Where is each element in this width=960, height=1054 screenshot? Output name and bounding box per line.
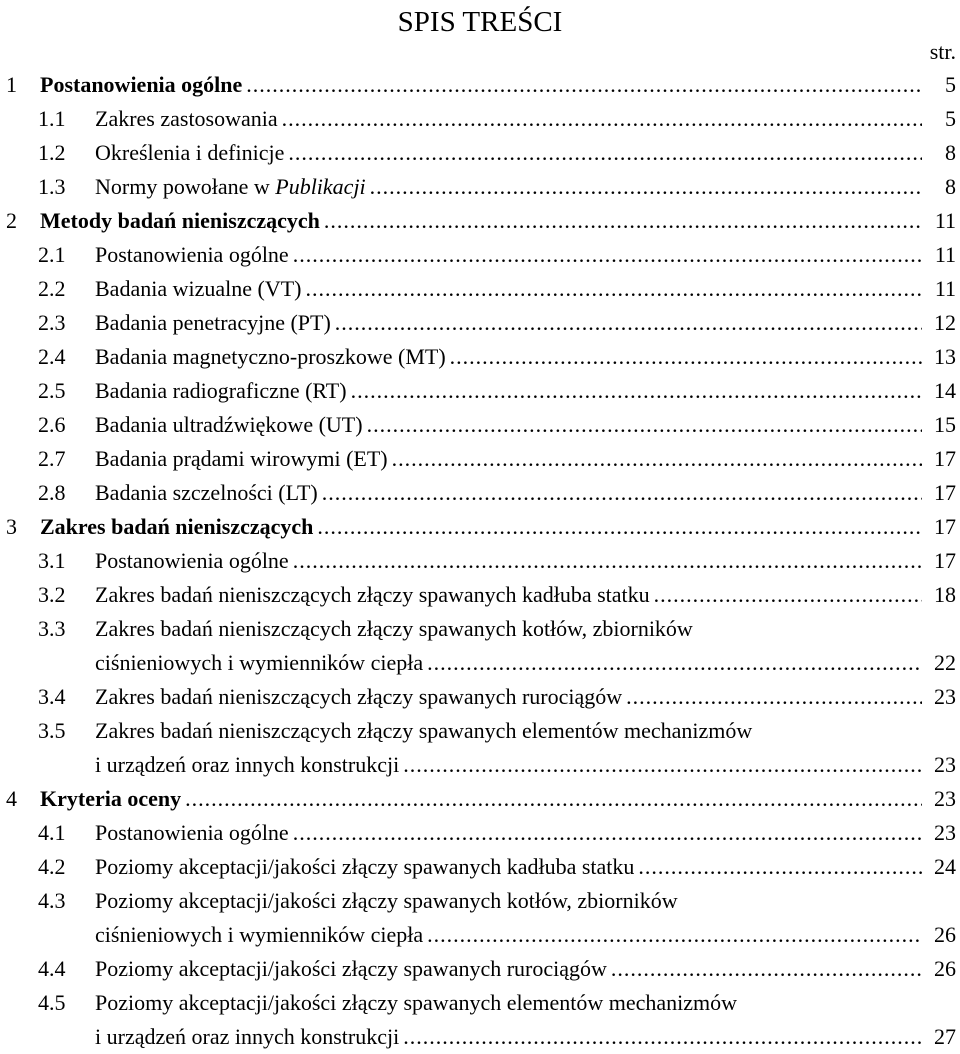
dot-leader bbox=[370, 170, 922, 204]
toc-entry-4-1[interactable] bbox=[0, 816, 960, 850]
toc-entry-number: 2.1 bbox=[38, 242, 66, 267]
toc-entry-2-1[interactable] bbox=[0, 238, 960, 272]
toc-entry-number: 1 bbox=[6, 72, 17, 97]
toc-entry-title-line1: Poziomy akceptacji/jakości złączy spawanych kotłów, zbiorników bbox=[95, 888, 678, 913]
toc-entry-title: Badania szczelności (LT) bbox=[95, 480, 318, 505]
toc-entry-number: 3.2 bbox=[38, 582, 66, 607]
toc-entry-page: 8 bbox=[945, 140, 956, 165]
dot-leader bbox=[427, 918, 922, 952]
toc-entry-title: Normy powołane w Publikacji bbox=[95, 174, 366, 199]
toc-entry-number: 2.2 bbox=[38, 276, 66, 301]
toc-entry-title: Postanowienia ogólne bbox=[95, 820, 289, 845]
toc-entry-2-3[interactable] bbox=[0, 306, 960, 340]
toc-entry-number: 4.3 bbox=[38, 888, 66, 913]
toc-entry-page: 11 bbox=[934, 242, 956, 267]
toc-entry-number: 2 bbox=[6, 208, 17, 233]
dot-leader bbox=[282, 102, 922, 136]
toc-entry-number: 3 bbox=[6, 514, 17, 539]
toc-entry-page: 23 bbox=[934, 820, 956, 845]
toc-entry-title: Badania penetracyjne (PT) bbox=[95, 310, 331, 335]
toc-entry-1[interactable] bbox=[0, 68, 960, 102]
toc-entry-page: 11 bbox=[934, 276, 956, 301]
page-column-label: str. bbox=[929, 39, 956, 64]
toc-entry-4[interactable] bbox=[0, 782, 960, 816]
toc-entry-page: 18 bbox=[934, 582, 956, 607]
toc-entry-title: i urządzeń oraz innych konstrukcji bbox=[95, 1024, 400, 1049]
toc-entry-page: 12 bbox=[934, 310, 956, 335]
toc-entry-title: Badania magnetyczno-proszkowe (MT) bbox=[95, 344, 446, 369]
toc-entry-title: Postanowienia ogólne bbox=[95, 242, 289, 267]
toc-entry-1-1[interactable] bbox=[0, 102, 960, 136]
toc-entry-title: Badania ultradźwiękowe (UT) bbox=[95, 412, 363, 437]
dot-leader bbox=[654, 578, 922, 612]
toc-entry-number: 3.3 bbox=[38, 616, 66, 641]
toc-entry-2-7[interactable] bbox=[0, 442, 960, 476]
toc-entry-2[interactable] bbox=[0, 204, 960, 238]
toc-entry-page: 22 bbox=[934, 650, 956, 675]
toc-entry-number: 4.4 bbox=[38, 956, 66, 981]
toc-entry-page: 15 bbox=[934, 412, 956, 437]
toc-entry-number: 3.4 bbox=[38, 684, 66, 709]
toc-entry-page: 23 bbox=[934, 752, 956, 777]
toc-entry-number: 4.2 bbox=[38, 854, 66, 879]
toc-entry-number: 2.4 bbox=[38, 344, 66, 369]
dot-leader bbox=[293, 816, 922, 850]
dot-leader bbox=[322, 476, 922, 510]
italic-word: Publikacji bbox=[275, 174, 366, 199]
toc-entry-title: i urządzeń oraz innych konstrukcji bbox=[95, 752, 400, 777]
toc-entry-title: Zakres zastosowania bbox=[95, 106, 278, 131]
toc-entry-page: 23 bbox=[934, 786, 956, 811]
toc-entry-number: 2.7 bbox=[38, 446, 66, 471]
toc-entry-2-4[interactable] bbox=[0, 340, 960, 374]
dot-leader bbox=[403, 748, 922, 782]
toc-entry-title: Postanowienia ogólne bbox=[40, 72, 243, 97]
toc-entry-title: Poziomy akceptacji/jakości złączy spawanych kadłuba statku bbox=[95, 854, 635, 879]
dot-leader bbox=[324, 204, 922, 238]
toc-entry-4-5[interactable] bbox=[0, 986, 960, 1054]
toc-entry-2-5[interactable] bbox=[0, 374, 960, 408]
toc-entry-title: Metody badań nieniszczących bbox=[40, 208, 320, 233]
toc-entry-number: 1.2 bbox=[38, 140, 66, 165]
toc-entry-title: ciśnieniowych i wymienników ciepła bbox=[95, 650, 424, 675]
toc-entry-4-2[interactable] bbox=[0, 850, 960, 884]
dot-leader bbox=[246, 68, 922, 102]
toc-entry-page: 26 bbox=[934, 922, 956, 947]
toc-entry-page: 27 bbox=[934, 1024, 956, 1049]
toc-entry-title: Kryteria oceny bbox=[40, 786, 182, 811]
toc-entry-2-6[interactable] bbox=[0, 408, 960, 442]
toc-entry-4-4[interactable] bbox=[0, 952, 960, 986]
dot-leader bbox=[638, 850, 922, 884]
toc-entry-page: 17 bbox=[934, 480, 956, 505]
dot-leader bbox=[367, 408, 922, 442]
toc-entry-number: 2.5 bbox=[38, 378, 66, 403]
toc-entry-page: 8 bbox=[945, 174, 956, 199]
toc-entry-page: 13 bbox=[934, 344, 956, 369]
toc-entry-page: 26 bbox=[934, 956, 956, 981]
toc-entry-3-1[interactable] bbox=[0, 544, 960, 578]
dot-leader bbox=[335, 306, 922, 340]
toc-entry-title-line1: Zakres badań nieniszczących złączy spawanych elementów mechanizmów bbox=[95, 718, 753, 743]
toc-entry-page: 17 bbox=[934, 514, 956, 539]
toc-entry-page: 5 bbox=[945, 106, 956, 131]
toc-entry-3[interactable] bbox=[0, 510, 960, 544]
toc-entry-page: 17 bbox=[934, 446, 956, 471]
page-title: SPIS TREŚCI bbox=[397, 6, 563, 38]
toc-entry-page: 17 bbox=[934, 548, 956, 573]
toc-entry-2-2[interactable] bbox=[0, 272, 960, 306]
toc-entry-3-2[interactable] bbox=[0, 578, 960, 612]
toc-entry-number: 2.3 bbox=[38, 310, 66, 335]
toc-entry-1-2[interactable] bbox=[0, 136, 960, 170]
toc-entry-title: Zakres badań nieniszczących złączy spawanych rurociągów bbox=[95, 684, 623, 709]
dot-leader bbox=[293, 238, 922, 272]
toc-entry-title: ciśnieniowych i wymienników ciepła bbox=[95, 922, 424, 947]
toc-entry-page: 5 bbox=[945, 72, 956, 97]
toc-entry-1-3[interactable] bbox=[0, 170, 960, 204]
dot-leader bbox=[288, 136, 922, 170]
toc-entry-number: 3.1 bbox=[38, 548, 66, 573]
dot-leader bbox=[305, 272, 922, 306]
toc-entry-title: Zakres badań nieniszczących bbox=[40, 514, 314, 539]
toc-entry-title: Określenia i definicje bbox=[95, 140, 285, 165]
toc-entry-title-line1: Zakres badań nieniszczących złączy spawanych kotłów, zbiorników bbox=[95, 616, 693, 641]
toc-entry-number: 1.1 bbox=[38, 106, 66, 131]
dot-leader bbox=[392, 442, 922, 476]
toc-entry-number: 1.3 bbox=[38, 174, 66, 199]
toc-entry-title: Poziomy akceptacji/jakości złączy spawanych rurociągów bbox=[95, 956, 607, 981]
dot-leader bbox=[293, 544, 922, 578]
toc-entry-title: Badania wizualne (VT) bbox=[95, 276, 302, 301]
toc-entry-title: Badania radiograficzne (RT) bbox=[95, 378, 347, 403]
toc-entry-number: 4.1 bbox=[38, 820, 66, 845]
dot-leader bbox=[611, 952, 922, 986]
toc-entry-page: 11 bbox=[934, 208, 956, 233]
toc-entry-3-4[interactable] bbox=[0, 680, 960, 714]
dot-leader bbox=[427, 646, 922, 680]
toc-entry-page: 14 bbox=[934, 378, 956, 403]
toc-entry-4-3[interactable] bbox=[0, 884, 960, 952]
dot-leader bbox=[450, 340, 922, 374]
dot-leader bbox=[185, 782, 922, 816]
toc-entry-title-line1: Poziomy akceptacji/jakości złączy spawanych elementów mechanizmów bbox=[95, 990, 738, 1015]
toc-entry-page: 24 bbox=[934, 854, 956, 879]
toc-entry-3-5[interactable] bbox=[0, 714, 960, 782]
toc-entry-3-3[interactable] bbox=[0, 612, 960, 680]
toc-entry-number: 2.8 bbox=[38, 480, 66, 505]
dot-leader bbox=[351, 374, 922, 408]
dot-leader bbox=[317, 510, 922, 544]
toc-entry-number: 4.5 bbox=[38, 990, 66, 1015]
toc-entry-number: 2.6 bbox=[38, 412, 66, 437]
toc-entry-number: 3.5 bbox=[38, 718, 66, 743]
toc-entry-title: Postanowienia ogólne bbox=[95, 548, 289, 573]
dot-leader bbox=[403, 1020, 922, 1054]
dot-leader bbox=[626, 680, 922, 714]
toc-entry-number: 4 bbox=[6, 786, 17, 811]
toc-entry-2-8[interactable] bbox=[0, 476, 960, 510]
toc-entry-title: Zakres badań nieniszczących złączy spawanych kadłuba statku bbox=[95, 582, 650, 607]
toc-entry-page: 23 bbox=[934, 684, 956, 709]
toc-list bbox=[0, 68, 960, 1054]
toc-entry-title: Badania prądami wirowymi (ET) bbox=[95, 446, 388, 471]
